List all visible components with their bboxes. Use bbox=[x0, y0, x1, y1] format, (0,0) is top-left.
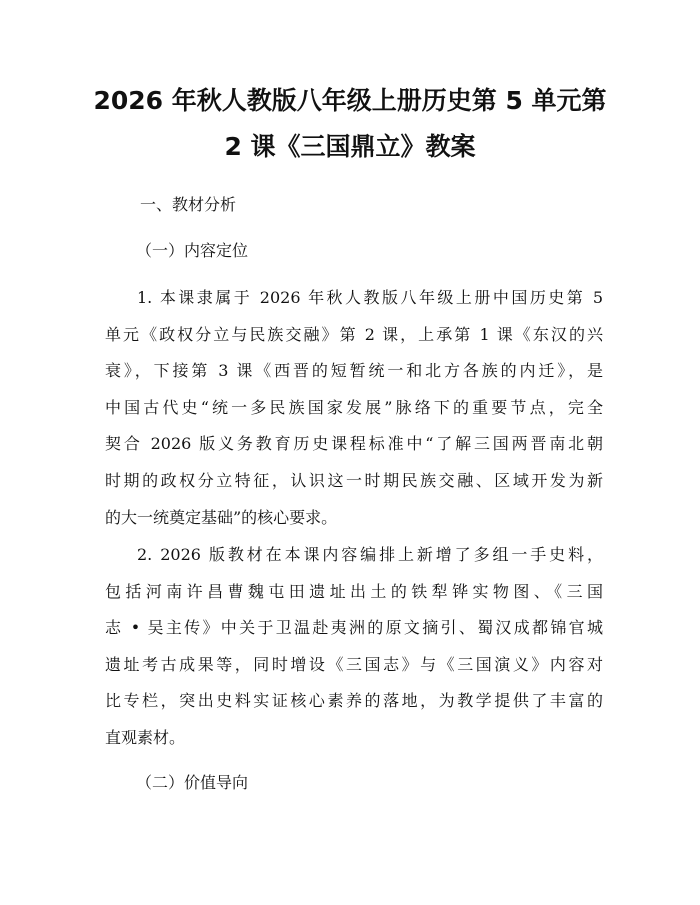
document-title-line-1: 2026 年秋人教版八年级上册历史第 5 单元第 bbox=[93, 86, 607, 115]
paragraph-2-line: 遗址考古成果等，同时增设《三国志》与《三国演义》内容对 bbox=[105, 654, 603, 674]
paragraph-1 bbox=[105, 280, 603, 536]
paragraph-2-line: 包括河南许昌曹魏屯田遗址出土的铁犁铧实物图、《三国 bbox=[105, 581, 603, 601]
subsection-heading-value-orientation: （二）价值导向 bbox=[136, 773, 249, 792]
paragraph-2-line: 2. 2026 版教材在本课内容编排上新增了多组一手史料， bbox=[137, 545, 603, 564]
paragraph-1-line: 1. 本课隶属于 2026 年秋人教版八年级上册中国历史第 5 bbox=[137, 288, 603, 307]
paragraph-2 bbox=[105, 537, 603, 757]
paragraph-1-line: 的大一统奠定基础”的核心要求。 bbox=[105, 507, 338, 527]
paragraph-2-line: 志 • 吴主传》中关于卫温赴夷洲的原文摘引、蜀汉成都锦官城 bbox=[105, 618, 603, 638]
paragraph-1-line: 衰》，下接第 3 课《西晋的短暂统一和北方各族的内迁》，是 bbox=[105, 361, 603, 381]
document-title-line-2: 2 课《三国鼎立》教案 bbox=[224, 132, 476, 161]
paragraph-2-line: 直观素材。 bbox=[105, 727, 186, 747]
section-heading-textbook-analysis: 一、教材分析 bbox=[140, 195, 237, 214]
paragraph-1-line: 中国古代史“统一多民族国家发展”脉络下的重要节点，完全 bbox=[105, 397, 603, 417]
paragraph-2-line: 比专栏，突出史料实证核心素养的落地，为教学提供了丰富的 bbox=[105, 691, 603, 711]
paragraph-1-line: 契合 2026 版义务教育历史课程标准中“了解三国两晋南北朝 bbox=[105, 434, 603, 454]
subsection-heading-content-positioning: （一）内容定位 bbox=[136, 241, 249, 260]
paragraph-1-line: 时期的政权分立特征，认识这一时期民族交融、区域开发为新 bbox=[105, 470, 603, 490]
paragraph-1-line: 单元《政权分立与民族交融》第 2 课，上承第 1 课《东汉的兴 bbox=[105, 324, 603, 344]
